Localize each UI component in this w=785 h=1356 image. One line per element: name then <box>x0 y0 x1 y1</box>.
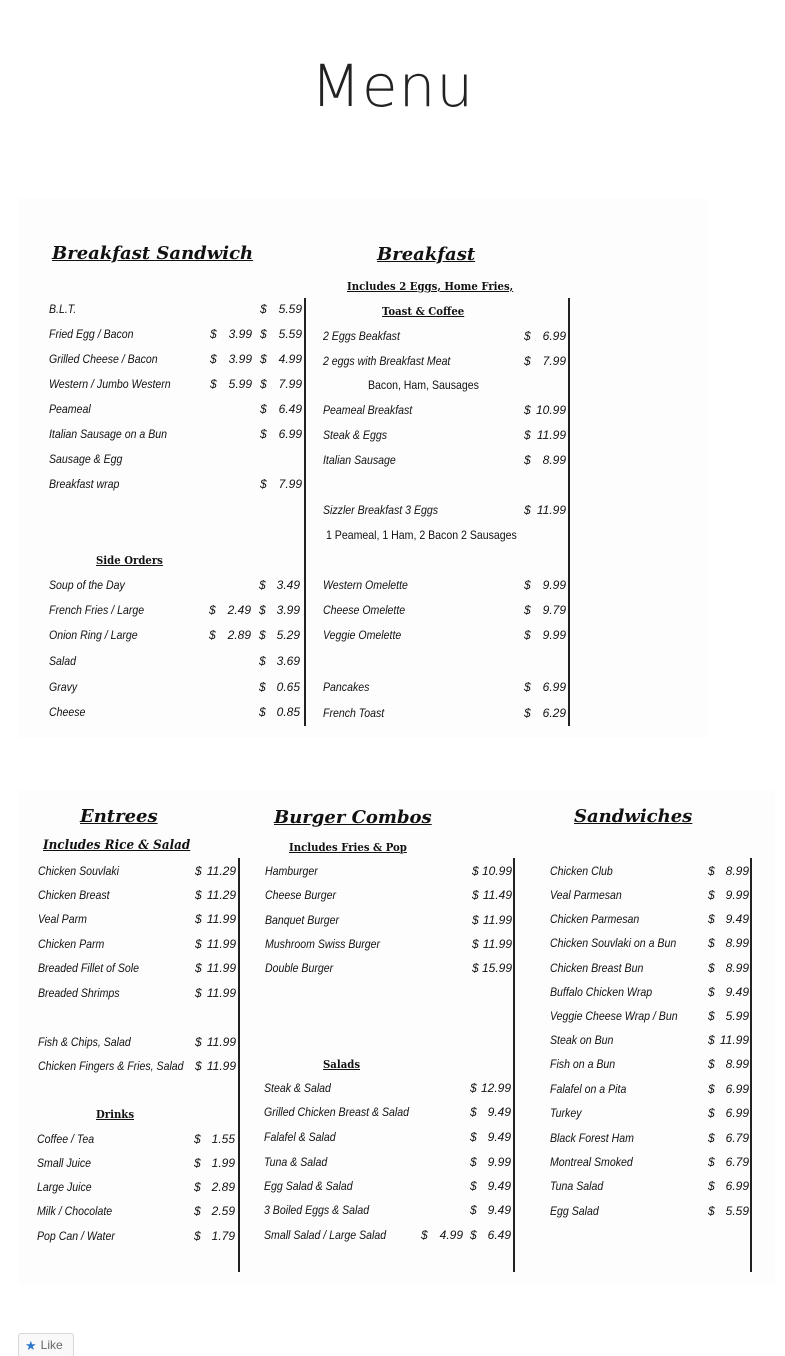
menu-item-price: 6.49 <box>487 1228 511 1242</box>
menu-item-row <box>38 888 236 904</box>
menu-item-name: Cheese Omelette <box>323 603 406 617</box>
menu-item-name: Egg Salad <box>550 1204 599 1218</box>
currency-symbol: $ <box>194 1156 201 1170</box>
entrees-includes-label: Includes Rice & Salad <box>43 838 191 853</box>
menu-item-name: Chicken Parmesan <box>550 912 640 926</box>
breakfast-includes-label-2: Toast & Coffee <box>382 305 465 318</box>
menu-item-row <box>550 936 749 952</box>
menu-item-name: Fish on a Bun <box>550 1057 616 1071</box>
menu-item-price: 11.99 <box>482 937 512 951</box>
salads-heading: Salads <box>323 1058 361 1071</box>
currency-symbol: $ <box>708 864 715 878</box>
menu-item-row <box>550 1033 749 1049</box>
menu-item-row <box>49 377 302 393</box>
menu-item-row <box>264 1155 511 1171</box>
currency-symbol: $ <box>708 1033 715 1047</box>
sandwiches-heading: Sandwiches <box>574 806 693 827</box>
menu-item-row <box>323 603 566 619</box>
currency-symbol: $ <box>421 1228 428 1242</box>
menu-item-small-price: 5.99 <box>228 377 252 391</box>
menu-item-price: 10.99 <box>535 403 566 417</box>
currency-symbol: $ <box>260 402 267 416</box>
currency-symbol: $ <box>708 1204 715 1218</box>
menu-item-row <box>49 427 302 443</box>
currency-symbol: $ <box>708 1155 715 1169</box>
menu-item-row <box>38 1059 236 1075</box>
currency-symbol: $ <box>260 477 267 491</box>
currency-symbol: $ <box>209 628 216 642</box>
currency-symbol: $ <box>708 888 715 902</box>
menu-item-row <box>264 1105 511 1121</box>
currency-symbol: $ <box>524 628 531 642</box>
menu-item-price: 11.99 <box>536 503 566 517</box>
menu-item-name: Western / Jumbo Western <box>49 377 171 391</box>
menu-item-name: Hamburger <box>265 864 318 878</box>
currency-symbol: $ <box>524 453 531 467</box>
menu-item-row <box>550 1082 749 1098</box>
menu-item-name: Veggie Cheese Wrap / Bun <box>550 1009 678 1023</box>
currency-symbol: $ <box>260 427 267 441</box>
menu-item-name: Buffalo Chicken Wrap <box>550 985 653 999</box>
menu-item-price: 3.99 <box>276 603 300 617</box>
currency-symbol: $ <box>708 1057 715 1071</box>
menu-item-price: 0.65 <box>276 680 300 694</box>
currency-symbol: $ <box>470 1203 477 1217</box>
menu-item-name: 2 eggs with Breakfast Meat <box>323 354 451 368</box>
menu-item-price: 6.99 <box>542 680 566 694</box>
menu-item-row <box>550 985 749 1001</box>
column-divider <box>304 298 306 726</box>
currency-symbol: $ <box>194 1229 201 1243</box>
menu-item-name: Breaded Shrimps <box>38 986 120 1000</box>
menu-item-name: Coffee / Tea <box>37 1132 95 1146</box>
menu-item-row <box>37 1180 235 1196</box>
menu-item-row <box>49 327 302 343</box>
menu-item-price: 11.99 <box>206 1059 236 1073</box>
currency-symbol: $ <box>472 888 479 902</box>
menu-item-row <box>38 961 236 977</box>
menu-item-row <box>37 1204 235 1220</box>
menu-item-row <box>323 403 566 419</box>
menu-item-row <box>264 1179 511 1195</box>
menu-item-row <box>38 986 236 1002</box>
menu-item-price: 7.99 <box>542 354 566 368</box>
menu-item-row <box>550 864 749 880</box>
menu-item-name: Fish & Chips, Salad <box>38 1035 131 1049</box>
menu-item-row <box>550 1155 749 1171</box>
like-button[interactable] <box>18 1333 74 1356</box>
menu-item-row <box>550 961 749 977</box>
menu-item-row <box>550 912 749 928</box>
currency-symbol: $ <box>524 680 531 694</box>
currency-symbol: $ <box>210 352 217 366</box>
menu-item-row <box>550 1106 749 1122</box>
menu-item-small-price: 3.99 <box>228 352 252 366</box>
menu-item-name: Sizzler Breakfast 3 Eggs <box>323 503 439 517</box>
currency-symbol: $ <box>195 864 202 878</box>
menu-item-price: 0.85 <box>276 705 300 719</box>
menu-item-small-price: 2.49 <box>227 603 251 617</box>
menu-item-name: Chicken Fingers & Fries, Salad <box>38 1059 184 1073</box>
currency-symbol: $ <box>524 428 531 442</box>
currency-symbol: $ <box>259 578 266 592</box>
menu-item-price: 3.49 <box>276 578 300 592</box>
menu-item-price: 11.99 <box>482 913 512 927</box>
currency-symbol: $ <box>708 912 715 926</box>
menu-item-name: Grilled Chicken Breast & Salad <box>264 1105 409 1119</box>
column-divider <box>568 298 570 726</box>
currency-symbol: $ <box>524 706 531 720</box>
menu-item-price: 5.59 <box>278 302 302 316</box>
menu-item-name: Turkey <box>550 1106 582 1120</box>
menu-item-name: Onion Ring / Large <box>49 628 138 642</box>
menu-item-price: 11.49 <box>482 888 512 902</box>
menu-item-row <box>265 937 512 953</box>
page-title: Menu <box>310 52 475 120</box>
currency-symbol: $ <box>195 1035 202 1049</box>
menu-item-name: Black Forest Ham <box>550 1131 634 1145</box>
menu-item-name: Tuna Salad <box>550 1179 604 1193</box>
currency-symbol: $ <box>524 503 531 517</box>
menu-item-price: 2.59 <box>211 1204 235 1218</box>
burger-combos-heading: Burger Combos <box>274 807 432 828</box>
side-orders-heading: Side Orders <box>96 554 163 567</box>
burger-includes-label: Includes Fries & Pop <box>289 841 407 854</box>
menu-item-row <box>49 578 300 594</box>
menu-item-row <box>49 628 300 644</box>
menu-item-price: 15.99 <box>481 961 512 975</box>
menu-item-row <box>38 1035 236 1051</box>
currency-symbol: $ <box>708 1106 715 1120</box>
menu-item-row <box>49 680 300 696</box>
currency-symbol: $ <box>194 1132 201 1146</box>
menu-item-name: Veal Parm <box>38 912 87 926</box>
menu-item-row <box>550 1131 749 1147</box>
drinks-heading: Drinks <box>96 1108 135 1121</box>
menu-item-row <box>323 428 566 444</box>
menu-item-price: 9.49 <box>487 1130 511 1144</box>
currency-symbol: $ <box>708 936 715 950</box>
menu-item-name: Chicken Breast <box>38 888 110 902</box>
menu-item-row <box>38 937 236 953</box>
menu-item-price: 11.99 <box>206 912 236 926</box>
menu-item-row <box>264 1130 511 1146</box>
menu-item-row <box>37 1132 235 1148</box>
menu-item-price: 8.99 <box>725 961 749 975</box>
menu-item-price: 7.99 <box>278 477 302 491</box>
currency-symbol: $ <box>259 628 266 642</box>
menu-item-price: 6.79 <box>725 1131 749 1145</box>
menu-item-name: Falafel & Salad <box>264 1130 336 1144</box>
sizzler-note: 1 Peameal, 1 Ham, 2 Bacon 2 Sausages <box>326 528 517 542</box>
menu-item-name: Italian Sausage <box>323 453 396 467</box>
menu-item-price: 6.49 <box>278 402 302 416</box>
currency-symbol: $ <box>472 864 479 878</box>
currency-symbol: $ <box>524 354 531 368</box>
menu-item-price: 10.99 <box>481 864 512 878</box>
menu-item-small-price: 2.89 <box>227 628 251 642</box>
menu-item-row <box>550 1009 749 1025</box>
menu-item-price: 6.99 <box>725 1106 749 1120</box>
currency-symbol: $ <box>708 961 715 975</box>
entrees-heading: Entrees <box>80 806 158 827</box>
currency-symbol: $ <box>524 403 531 417</box>
menu-item-price: 11.29 <box>206 888 236 902</box>
menu-item-name: Montreal Smoked <box>550 1155 633 1169</box>
currency-symbol: $ <box>524 578 531 592</box>
menu-item-name: Chicken Breast Bun <box>550 961 644 975</box>
menu-item-price: 1.99 <box>211 1156 235 1170</box>
menu-item-small-price: 4.99 <box>439 1228 463 1242</box>
menu-item-row <box>49 402 302 418</box>
menu-item-price: 11.99 <box>206 937 236 951</box>
currency-symbol: $ <box>472 937 479 951</box>
menu-item-row <box>323 706 566 722</box>
menu-item-name: Grilled Cheese / Bacon <box>49 352 158 366</box>
currency-symbol: $ <box>195 1059 202 1073</box>
menu-item-price: 6.99 <box>725 1082 749 1096</box>
menu-item-name: Steak on Bun <box>550 1033 614 1047</box>
currency-symbol: $ <box>259 603 266 617</box>
menu-item-price: 7.99 <box>278 377 302 391</box>
breakfast-sandwich-heading: Breakfast Sandwich <box>52 243 254 264</box>
column-divider <box>513 858 515 1272</box>
currency-symbol: $ <box>195 986 202 1000</box>
menu-item-name: Pancakes <box>323 680 370 694</box>
menu-item-row <box>49 603 300 619</box>
menu-item-price: 6.99 <box>278 427 302 441</box>
menu-item-row <box>265 961 512 977</box>
menu-item-name: Tuna & Salad <box>264 1155 328 1169</box>
menu-item-row <box>323 503 566 519</box>
currency-symbol: $ <box>260 327 267 341</box>
menu-item-row <box>323 680 566 696</box>
menu-item-name: Cheese <box>49 705 86 719</box>
currency-symbol: $ <box>259 654 266 668</box>
menu-item-name: Italian Sausage on a Bun <box>49 427 168 441</box>
menu-item-price: 11.99 <box>206 1035 236 1049</box>
menu-item-row <box>264 1228 511 1244</box>
currency-symbol: $ <box>470 1081 477 1095</box>
menu-item-price: 8.99 <box>725 1057 749 1071</box>
currency-symbol: $ <box>470 1228 477 1242</box>
menu-item-row <box>49 654 300 670</box>
currency-symbol: $ <box>260 352 267 366</box>
menu-item-price: 8.99 <box>542 453 566 467</box>
menu-item-name: Veggie Omelette <box>323 628 402 642</box>
currency-symbol: $ <box>195 937 202 951</box>
currency-symbol: $ <box>209 603 216 617</box>
menu-item-name: Cheese Burger <box>265 888 337 902</box>
menu-item-name: Soup of the Day <box>49 578 125 592</box>
menu-item-name: Banquet Burger <box>265 913 339 927</box>
menu-item-price: 11.99 <box>536 428 566 442</box>
menu-item-row <box>265 913 512 929</box>
currency-symbol: $ <box>210 327 217 341</box>
currency-symbol: $ <box>524 603 531 617</box>
column-divider <box>238 858 240 1272</box>
menu-item-row <box>323 354 566 370</box>
like-label: Like <box>40 1338 63 1352</box>
menu-item-price: 5.59 <box>278 327 302 341</box>
menu-item-price: 8.99 <box>725 864 749 878</box>
currency-symbol: $ <box>470 1155 477 1169</box>
currency-symbol: $ <box>708 1082 715 1096</box>
menu-item-row <box>49 352 302 368</box>
menu-item-price: 9.49 <box>487 1203 511 1217</box>
menu-item-price: 4.99 <box>278 352 302 366</box>
menu-item-name: Milk / Chocolate <box>37 1204 113 1218</box>
menu-item-row <box>49 477 302 493</box>
menu-item-row <box>37 1229 235 1245</box>
breakfast-includes-label: Includes 2 Eggs, Home Fries, <box>347 280 514 293</box>
currency-symbol: $ <box>524 329 531 343</box>
currency-symbol: $ <box>259 680 266 694</box>
currency-symbol: $ <box>708 1131 715 1145</box>
menu-item-name: Chicken Souvlaki on a Bun <box>550 936 677 950</box>
menu-item-price: 1.55 <box>211 1132 235 1146</box>
menu-item-name: Steak & Salad <box>264 1081 331 1095</box>
menu-item-row <box>550 888 749 904</box>
menu-item-row <box>49 452 302 468</box>
menu-item-price: 9.99 <box>725 888 749 902</box>
menu-item-name: 3 Boiled Eggs & Salad <box>264 1203 370 1217</box>
currency-symbol: $ <box>260 302 267 316</box>
currency-symbol: $ <box>470 1130 477 1144</box>
currency-symbol: $ <box>708 985 715 999</box>
menu-item-small-price: 3.99 <box>228 327 252 341</box>
menu-item-row <box>323 628 566 644</box>
menu-item-row <box>38 912 236 928</box>
menu-item-name: Double Burger <box>265 961 334 975</box>
currency-symbol: $ <box>195 961 202 975</box>
menu-item-price: 11.99 <box>719 1033 749 1047</box>
menu-item-price: 6.99 <box>725 1179 749 1193</box>
menu-item-price: 9.49 <box>725 985 749 999</box>
menu-item-name: Steak & Eggs <box>323 428 387 442</box>
menu-item-price: 9.49 <box>487 1105 511 1119</box>
menu-item-price: 9.49 <box>725 912 749 926</box>
column-divider <box>750 858 752 1272</box>
menu-item-price: 1.79 <box>211 1229 235 1243</box>
menu-item-row <box>323 453 566 469</box>
menu-item-name: B.L.T. <box>49 302 77 316</box>
menu-item-row <box>265 888 512 904</box>
currency-symbol: $ <box>260 377 267 391</box>
menu-item-price: 8.99 <box>725 936 749 950</box>
menu-item-name: Veal Parmesan <box>550 888 622 902</box>
menu-item-name: Chicken Souvlaki <box>38 864 120 878</box>
menu-item-name: Egg Salad & Salad <box>264 1179 353 1193</box>
menu-item-price: 9.99 <box>487 1155 511 1169</box>
menu-item-price: 5.99 <box>725 1009 749 1023</box>
menu-item-name: Falafel on a Pita <box>550 1082 627 1096</box>
currency-symbol: $ <box>472 961 479 975</box>
menu-item-price: 9.79 <box>542 603 566 617</box>
menu-item-row <box>37 1156 235 1172</box>
menu-item-row <box>49 705 300 721</box>
menu-item-row <box>550 1179 749 1195</box>
menu-item-row <box>550 1204 749 1220</box>
menu-item-price: 11.99 <box>206 986 236 1000</box>
menu-item-price: 6.79 <box>725 1155 749 1169</box>
menu-item-name: 2 Eggs Beakfast <box>323 329 400 343</box>
menu-item-price: 5.29 <box>276 628 300 642</box>
menu-item-price: 11.99 <box>206 961 236 975</box>
menu-item-row <box>38 864 236 880</box>
menu-item-name: Peameal <box>49 402 91 416</box>
menu-item-price: 12.99 <box>480 1081 511 1095</box>
menu-item-row <box>264 1203 511 1219</box>
menu-item-price: 9.99 <box>542 628 566 642</box>
currency-symbol: $ <box>259 705 266 719</box>
currency-symbol: $ <box>194 1204 201 1218</box>
menu-item-name: Sausage & Egg <box>49 452 123 466</box>
menu-item-row <box>550 1057 749 1073</box>
menu-item-name: Western Omelette <box>323 578 408 592</box>
menu-item-name: Breaded Fillet of Sole <box>38 961 139 975</box>
menu-item-name: Breakfast wrap <box>49 477 120 491</box>
menu-item-name: Mushroom Swiss Burger <box>265 937 381 951</box>
menu-item-row <box>265 864 512 880</box>
currency-symbol: $ <box>210 377 217 391</box>
menu-item-name: Small Salad / Large Salad <box>264 1228 387 1242</box>
currency-symbol: $ <box>194 1180 201 1194</box>
currency-symbol: $ <box>195 912 202 926</box>
currency-symbol: $ <box>472 913 479 927</box>
menu-item-name: French Fries / Large <box>49 603 145 617</box>
menu-item-price: 9.99 <box>542 578 566 592</box>
menu-item-name: Fried Egg / Bacon <box>49 327 134 341</box>
breakfast-meat-note: Bacon, Ham, Sausages <box>368 378 479 392</box>
menu-item-price: 6.99 <box>542 329 566 343</box>
currency-symbol: $ <box>708 1009 715 1023</box>
menu-item-price: 11.29 <box>206 864 236 878</box>
currency-symbol: $ <box>708 1179 715 1193</box>
currency-symbol: $ <box>470 1179 477 1193</box>
breakfast-heading: Breakfast <box>377 244 476 265</box>
menu-item-name: French Toast <box>323 706 385 720</box>
menu-item-name: Pop Can / Water <box>37 1229 115 1243</box>
menu-item-row <box>264 1081 511 1097</box>
menu-item-row <box>49 302 302 318</box>
menu-item-row <box>323 578 566 594</box>
currency-symbol: $ <box>195 888 202 902</box>
menu-item-price: 3.69 <box>276 654 300 668</box>
menu-item-name: Peameal Breakfast <box>323 403 413 417</box>
menu-item-name: Gravy <box>49 680 78 694</box>
menu-item-name: Chicken Club <box>550 864 613 878</box>
star-icon: ★ <box>25 1337 37 1353</box>
menu-item-name: Large Juice <box>37 1180 92 1194</box>
menu-item-price: 2.89 <box>211 1180 235 1194</box>
currency-symbol: $ <box>470 1105 477 1119</box>
menu-item-row <box>323 329 566 345</box>
menu-item-price: 6.29 <box>542 706 566 720</box>
menu-item-name: Small Juice <box>37 1156 91 1170</box>
menu-item-name: Salad <box>49 654 77 668</box>
menu-item-price: 5.59 <box>725 1204 749 1218</box>
menu-item-price: 9.49 <box>487 1179 511 1193</box>
menu-item-name: Chicken Parm <box>38 937 105 951</box>
